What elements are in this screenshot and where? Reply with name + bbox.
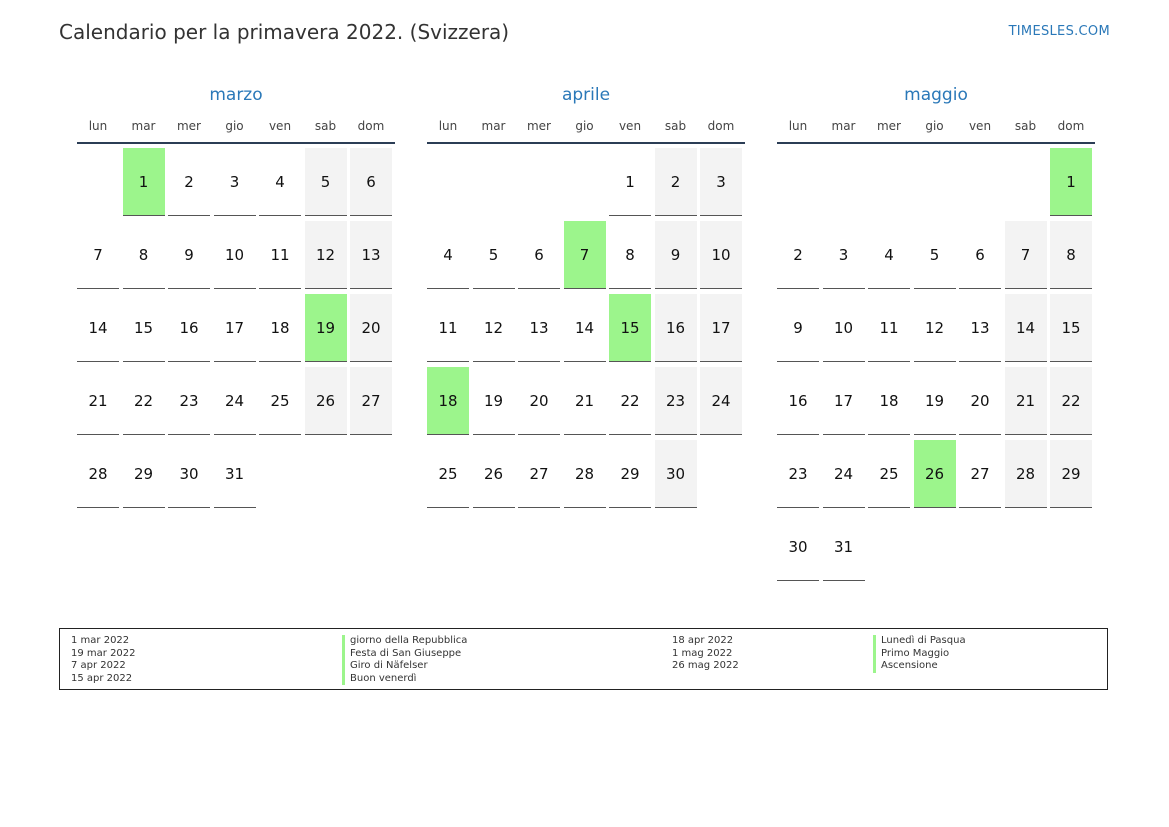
day-cell: 31 <box>823 513 865 581</box>
holiday-day-cell: 1 <box>1050 148 1092 216</box>
legend-holiday-name: Lunedì di Pasqua <box>873 635 966 648</box>
day-cell: 25 <box>427 440 469 508</box>
weekday-label: mar <box>481 119 506 133</box>
day-cell: 13 <box>959 294 1001 362</box>
day-cell: 13 <box>518 294 560 362</box>
day-cell: 20 <box>518 367 560 435</box>
weekday-header <box>427 116 745 144</box>
day-cell: 6 <box>959 221 1001 289</box>
day-cell: 10 <box>700 221 742 289</box>
day-cell: 6 <box>350 148 392 216</box>
legend-holiday-name: Ascensione <box>873 660 966 673</box>
weekday-label: mer <box>176 119 201 133</box>
day-cell: 25 <box>868 440 910 508</box>
day-cell: 3 <box>214 148 256 216</box>
day-cell: 4 <box>427 221 469 289</box>
day-cell: 3 <box>700 148 742 216</box>
day-cell: 22 <box>609 367 651 435</box>
day-cell: 28 <box>77 440 119 508</box>
day-cell: 18 <box>259 294 301 362</box>
weekday-label: gio <box>575 119 594 133</box>
day-cell: 21 <box>77 367 119 435</box>
day-cell: 8 <box>609 221 651 289</box>
day-cell: 29 <box>609 440 651 508</box>
weekday-label: ven <box>618 119 642 133</box>
day-cell: 25 <box>259 367 301 435</box>
day-cell: 30 <box>777 513 819 581</box>
holiday-day-cell: 1 <box>123 148 165 216</box>
day-grid <box>77 148 395 588</box>
day-cell: 27 <box>350 367 392 435</box>
month-0 <box>77 84 395 483</box>
day-cell: 17 <box>823 367 865 435</box>
weekday-label: dom <box>1057 119 1085 133</box>
day-cell: 23 <box>655 367 697 435</box>
weekday-header <box>777 116 1095 144</box>
day-cell: 14 <box>77 294 119 362</box>
holiday-legend <box>59 628 1108 690</box>
weekday-label: lun <box>788 119 808 133</box>
legend-names-column-2 <box>873 635 966 673</box>
day-cell: 5 <box>473 221 515 289</box>
month-2 <box>777 84 1095 556</box>
weekday-label: dom <box>357 119 385 133</box>
day-cell: 7 <box>1005 221 1047 289</box>
day-cell: 17 <box>214 294 256 362</box>
day-cell: 12 <box>305 221 347 289</box>
legend-date: 1 mag 2022 <box>672 647 733 659</box>
day-cell: 22 <box>123 367 165 435</box>
legend-date: 19 mar 2022 <box>71 647 136 659</box>
weekday-label: gio <box>225 119 244 133</box>
day-cell: 24 <box>214 367 256 435</box>
legend-date: 7 apr 2022 <box>71 660 126 671</box>
day-cell: 21 <box>564 367 606 435</box>
day-cell: 12 <box>914 294 956 362</box>
day-cell: 14 <box>1005 294 1047 362</box>
weekday-label: mer <box>876 119 901 133</box>
month-1 <box>427 84 745 483</box>
day-cell: 30 <box>168 440 210 508</box>
day-cell: 31 <box>214 440 256 508</box>
day-cell: 17 <box>700 294 742 362</box>
day-cell: 9 <box>777 294 819 362</box>
day-cell: 2 <box>777 221 819 289</box>
site-link[interactable]: TIMESLES.COM <box>1008 24 1110 39</box>
day-cell: 24 <box>823 440 865 508</box>
weekday-label: mer <box>526 119 551 133</box>
legend-holiday-name: Primo Maggio <box>873 648 966 661</box>
legend-holiday-name: Festa di San Giuseppe <box>342 648 467 661</box>
day-cell: 19 <box>914 367 956 435</box>
day-cell: 5 <box>914 221 956 289</box>
day-cell: 27 <box>518 440 560 508</box>
weekday-label: mar <box>131 119 156 133</box>
day-cell: 13 <box>350 221 392 289</box>
day-cell: 16 <box>655 294 697 362</box>
day-cell: 9 <box>655 221 697 289</box>
day-cell: 16 <box>168 294 210 362</box>
legend-date: 26 mag 2022 <box>672 660 739 671</box>
day-cell: 6 <box>518 221 560 289</box>
holiday-day-cell: 7 <box>564 221 606 289</box>
day-cell: 14 <box>564 294 606 362</box>
day-cell: 19 <box>473 367 515 435</box>
day-grid <box>427 148 745 588</box>
weekday-label: ven <box>268 119 292 133</box>
day-cell: 23 <box>168 367 210 435</box>
legend-date: 15 apr 2022 <box>71 672 133 684</box>
holiday-day-cell: 18 <box>427 367 469 435</box>
month-name: maggio <box>904 85 968 105</box>
day-cell: 29 <box>123 440 165 508</box>
day-cell: 20 <box>959 367 1001 435</box>
legend-holiday-name: Buon venerdì <box>342 673 467 686</box>
day-cell: 4 <box>259 148 301 216</box>
day-cell: 2 <box>655 148 697 216</box>
day-grid <box>777 148 1095 588</box>
day-cell: 11 <box>427 294 469 362</box>
weekday-label: sab <box>314 119 337 133</box>
day-cell: 2 <box>168 148 210 216</box>
weekday-label: mar <box>831 119 856 133</box>
day-cell: 10 <box>823 294 865 362</box>
month-name: marzo <box>209 85 263 105</box>
day-cell: 15 <box>1050 294 1092 362</box>
day-cell: 26 <box>473 440 515 508</box>
day-cell: 21 <box>1005 367 1047 435</box>
day-cell: 11 <box>868 294 910 362</box>
weekday-label: ven <box>968 119 992 133</box>
day-cell: 28 <box>564 440 606 508</box>
legend-dates-column-1 <box>71 635 136 685</box>
day-cell: 22 <box>1050 367 1092 435</box>
legend-holiday-name: giorno della Repubblica <box>342 635 467 648</box>
day-cell: 26 <box>305 367 347 435</box>
day-cell: 15 <box>123 294 165 362</box>
day-cell: 16 <box>777 367 819 435</box>
day-cell: 4 <box>868 221 910 289</box>
legend-names-column-1 <box>342 635 467 685</box>
day-cell: 8 <box>1050 221 1092 289</box>
holiday-day-cell: 26 <box>914 440 956 508</box>
weekday-label: sab <box>664 119 687 133</box>
day-cell: 27 <box>959 440 1001 508</box>
day-cell: 29 <box>1050 440 1092 508</box>
day-cell: 28 <box>1005 440 1047 508</box>
day-cell: 30 <box>655 440 697 508</box>
day-cell: 9 <box>168 221 210 289</box>
day-cell: 20 <box>350 294 392 362</box>
day-cell: 7 <box>77 221 119 289</box>
month-name: aprile <box>561 85 611 105</box>
holiday-day-cell: 19 <box>305 294 347 362</box>
legend-holiday-name: Giro di Näfelser <box>342 660 467 673</box>
day-cell: 10 <box>214 221 256 289</box>
day-cell: 18 <box>868 367 910 435</box>
day-cell: 24 <box>700 367 742 435</box>
legend-dates-column-2 <box>672 635 739 673</box>
weekday-header <box>77 116 395 144</box>
day-cell: 23 <box>777 440 819 508</box>
day-cell: 11 <box>259 221 301 289</box>
holiday-day-cell: 15 <box>609 294 651 362</box>
day-cell: 3 <box>823 221 865 289</box>
weekday-label: lun <box>438 119 458 133</box>
weekday-label: gio <box>925 119 944 133</box>
weekday-label: lun <box>88 119 108 133</box>
weekday-label: sab <box>1014 119 1037 133</box>
weekday-label: dom <box>707 119 735 133</box>
day-cell: 5 <box>305 148 347 216</box>
legend-date: 1 mar 2022 <box>71 635 130 646</box>
day-cell: 12 <box>473 294 515 362</box>
page-title: Calendario per la primavera 2022. (Svizzera) <box>59 20 510 44</box>
legend-date: 18 apr 2022 <box>672 635 734 646</box>
day-cell: 8 <box>123 221 165 289</box>
day-cell: 1 <box>609 148 651 216</box>
